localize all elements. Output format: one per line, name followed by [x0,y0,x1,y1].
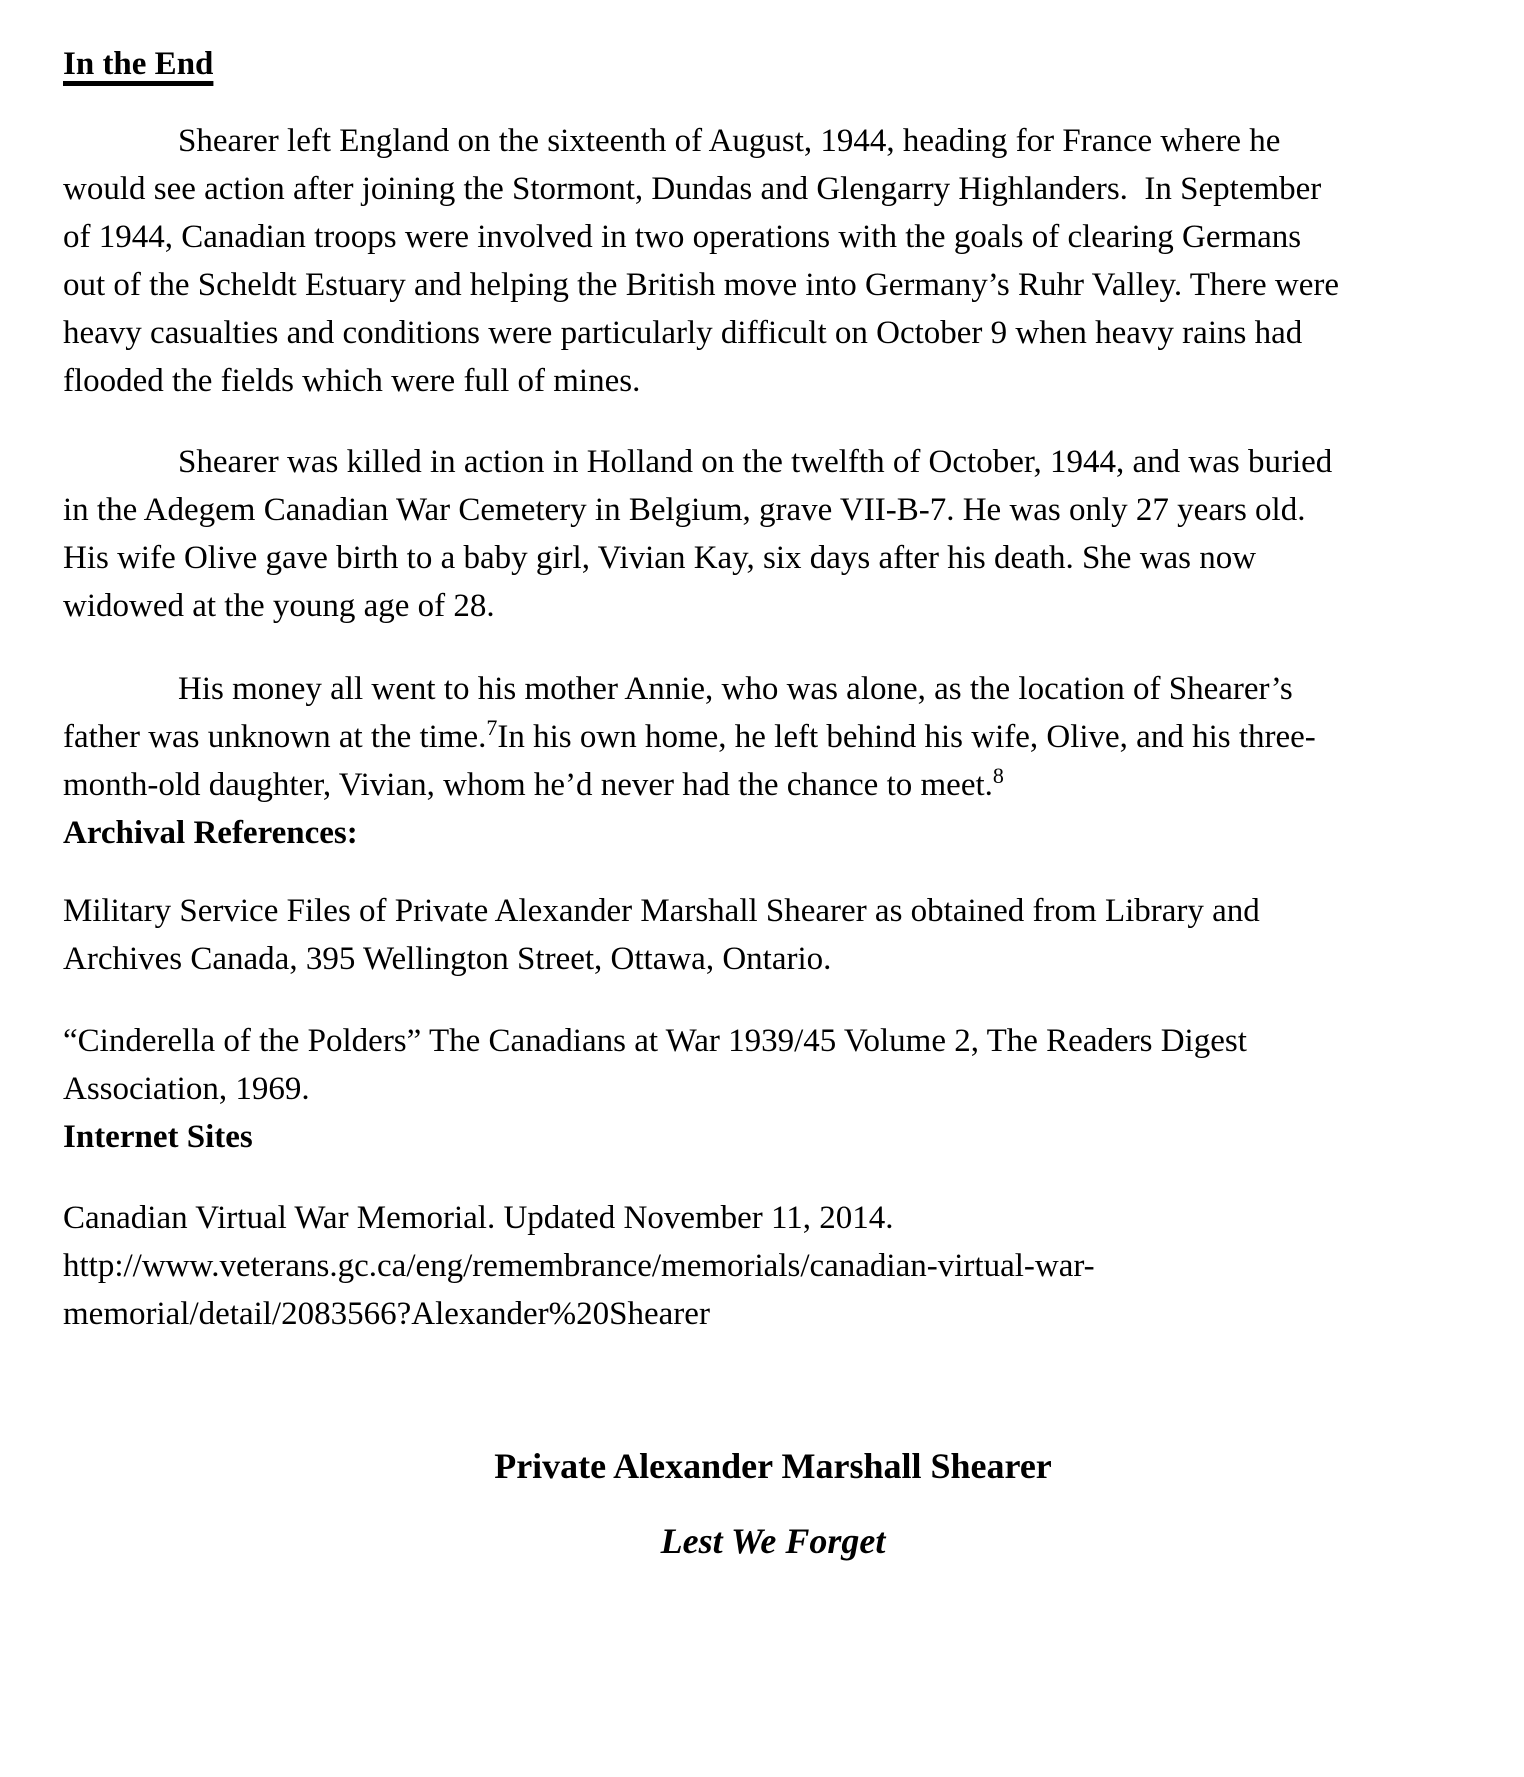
paragraph-line: widowed at the young age of 28. [63,588,495,624]
section-heading-archival-references: Archival References: [63,815,358,851]
paragraph-his-money [63,665,1483,809]
paragraph-line: heavy casualties and conditions were particularly difficult on October 9 when heavy rains had [63,315,1303,351]
section-heading-text: In the End [63,46,214,82]
paragraph-line: would see action after joining the Stormont, Dundas and Glengarry Highlanders. In September [63,171,1322,207]
paragraph-line: His wife Olive gave birth to a baby girl, Vivian Kay, six days after his death. She was now [63,540,1257,576]
reference-line: Military Service Files of Private Alexander Marshall Shearer as obtained from Library and [63,893,1260,929]
closing-motto: Lest We Forget [660,1521,886,1561]
reference-cinderella-of-the-polders [63,1017,1483,1113]
footnote-reference-7: 7 [486,715,498,740]
reference-line: Archives Canada, 395 Wellington Street, Ottawa, Ontario. [63,941,832,977]
paragraph-line [63,761,1483,809]
reference-url-line: http://www.veterans.gc.ca/eng/remembrance/memorials/canadian-virtual-war- [63,1248,1095,1284]
paragraph-text: father was unknown at the time. [63,719,487,755]
reference-line: Association, 1969. [63,1071,310,1107]
paragraph-line [63,713,1483,761]
paragraph-text: In his own home, he left behind his wife, Olive, and his three- [497,719,1316,755]
paragraph-text: month-old daughter, Vivian, whom he’d never had the chance to meet. [63,767,993,803]
reference-line: “Cinderella of the Polders” The Canadians at War 1939/45 Volume 2, The Readers Digest [63,1023,1247,1059]
section-heading-internet-sites: Internet Sites [63,1119,253,1155]
paragraph-line: out of the Scheldt Estuary and helping the British move into Germany’s Ruhr Valley. There were [63,267,1340,303]
paragraph-killed-in-action [63,438,1483,630]
footnote-reference-8: 8 [992,763,1004,788]
paragraph-line: in the Adegem Canadian War Cemetery in Belgium, grave VII-B-7. He was only 27 years old. [63,492,1306,528]
paragraph-line: Shearer was killed in action in Holland on the twelfth of October, 1944, and was buried [178,444,1333,480]
paragraph-line: Shearer left England on the sixteenth of August, 1944, heading for France where he [178,123,1281,159]
paragraph-shearer-left-england [63,117,1483,405]
paragraph-line: flooded the fields which were full of mines. [63,363,641,399]
paragraph-line: of 1944, Canadian troops were involved in two operations with the goals of clearing Germans [63,219,1302,255]
reference-canadian-virtual-war-memorial [63,1194,1483,1338]
section-heading-in-the-end [63,40,1483,88]
closing-name: Private Alexander Marshall Shearer [494,1446,1052,1486]
paragraph-line: His money all went to his mother Annie, who was alone, as the location of Shearer’s [178,671,1293,707]
reference-military-service-files [63,887,1483,983]
reference-url-line: memorial/detail/2083566?Alexander%20Shearer [63,1296,710,1332]
reference-line: Canadian Virtual War Memorial. Updated November 11, 2014. [63,1200,894,1236]
